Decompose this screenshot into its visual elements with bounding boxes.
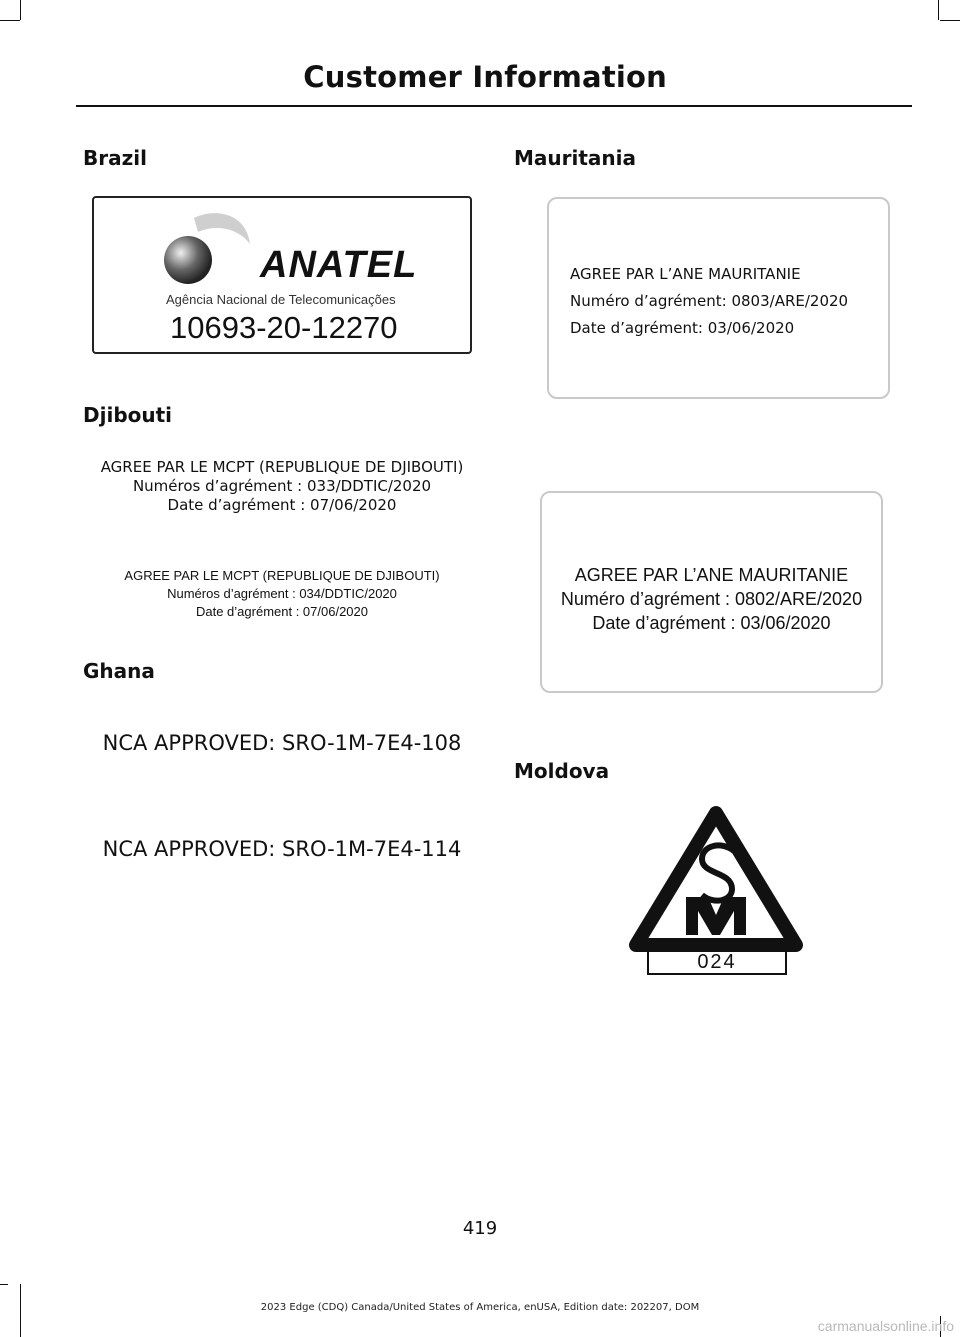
moldova-mark-number: 024 (697, 951, 737, 973)
moldova-mark-number-box (647, 949, 787, 975)
mauritania-label-2-line1: AGREE PAR L’ANE MAURITANIE (574, 565, 849, 585)
crop-mark (940, 20, 960, 21)
djibouti-label-1-line3: Date d’agrément : 07/06/2020 (167, 495, 397, 514)
mauritania-label-2-line2: Numéro d’agrément : 0802/ARE/2020 (560, 589, 863, 609)
anatel-logo-icon (154, 206, 254, 290)
section-heading-mauritania: Mauritania (514, 146, 637, 170)
mauritania-label-1-line1: AGREE PAR L’ANE MAURITANIE (570, 265, 801, 283)
mauritania-label-1-line2: Numéro d’agrément: 0803/ARE/2020 (570, 292, 849, 310)
ghana-label-2: NCA APPROVED: SRO-1M-7E4-114 (102, 837, 462, 861)
edition-footer: 2023 Edge (CDQ) Canada/United States of America, enUSA, Edition date: 202207, DOM (260, 1302, 700, 1313)
crop-mark (0, 1284, 8, 1285)
anatel-certificate-number: 10693-20-12270 (170, 310, 398, 345)
djibouti-label-2-line3: Date d’agrément : 07/06/2020 (195, 604, 368, 620)
page-title: Customer Information (303, 60, 667, 94)
watermark: carmanualsonline.info (817, 1318, 954, 1334)
sm-conformity-triangle-icon (622, 797, 810, 957)
mauritania-label-2-text (542, 563, 881, 635)
djibouti-label-2 (80, 567, 484, 622)
section-heading-ghana: Ghana (83, 659, 155, 683)
djibouti-label-2-line1: AGREE PAR LE MCPT (REPUBLIQUE DE DJIBOUTI) (124, 568, 440, 583)
section-heading-djibouti: Djibouti (83, 403, 173, 427)
mauritania-label-1-line3: Date d’agrément: 03/06/2020 (570, 319, 795, 337)
moldova-conformity-mark (622, 797, 810, 993)
header-divider (76, 105, 912, 107)
djibouti-label-1 (80, 458, 484, 514)
ghana-label-1: NCA APPROVED: SRO-1M-7E4-108 (102, 731, 462, 755)
section-heading-brazil: Brazil (83, 146, 147, 170)
page-number: 419 (462, 1218, 498, 1239)
djibouti-label-1-line2: Numéros d’agrément : 033/DDTIC/2020 (132, 476, 432, 495)
mauritania-label-1-text (570, 261, 848, 342)
crop-mark (20, 0, 21, 20)
mauritania-label-2 (540, 491, 883, 693)
crop-mark (0, 20, 20, 21)
djibouti-label-2-line2: Numéros d’agrément : 034/DDTIC/2020 (167, 586, 397, 602)
section-heading-moldova: Moldova (514, 759, 610, 783)
djibouti-label-1-line1: AGREE PAR LE MCPT (REPUBLIQUE DE DJIBOUTI) (100, 458, 464, 476)
anatel-agency-name: Agência Nacional de Telecomunicações (166, 292, 396, 307)
anatel-wordmark: ANATEL (260, 244, 418, 286)
crop-mark (938, 0, 939, 20)
anatel-label (92, 196, 472, 354)
mauritania-label-2-line3: Date d’agrément : 03/06/2020 (592, 613, 831, 633)
mauritania-label-1 (547, 197, 890, 399)
